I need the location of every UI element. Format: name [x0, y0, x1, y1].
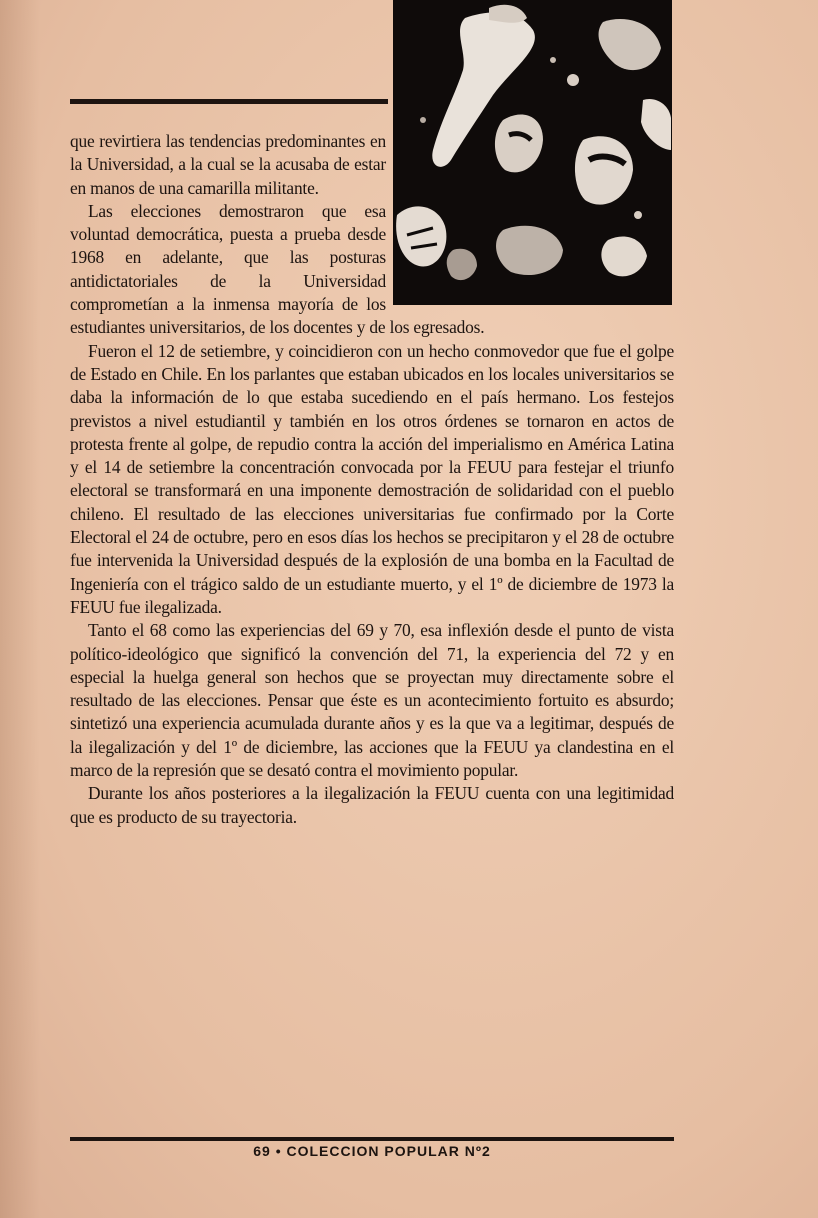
paragraph: Durante los años posteriores a la ilegalización la FEUU cuenta con una legitimidad que es producto de su trayectoria. — [70, 783, 674, 827]
top-rule — [70, 99, 388, 104]
body-text — [70, 130, 674, 829]
photo-float-spacer — [386, 130, 674, 306]
bottom-rule — [70, 1137, 674, 1141]
paragraph: que revirtiera las tendencias predominantes en la Universidad, a la cual se la acusaba de estar en manos de una camarilla militante. — [70, 131, 386, 198]
paragraph: Tanto el 68 como las experiencias del 69 y 70, esa inflexión desde el punto de vista político-ideológico que significó la convención del 71, la experiencia del 72 y en especial la huelga general son hechos que se proyectan muy directamente sobre el resultado de las elecciones. Pensar que éste es un acontecimiento fortuito es absurdo; sintetizó una experiencia acumulada durante años y es la que va a legitimar, después de la ilegalización y del 1º de diciembre, las acciones que la FEUU ya clandestina en el marco de la represión que se desató contra el movimiento popular. — [70, 620, 674, 781]
page-footer: 69 • COLECCION POPULAR Nº2 — [253, 1143, 491, 1159]
paragraph: Fueron el 12 de setiembre, y coincidieron con un hecho conmovedor que fue el golpe de Estado en Chile. En los parlantes que estaban ubicados en los locales universitarios se daba la información de lo que estaba sucediendo en el país hermano. Los festejos previstos a nivel estudiantil y también en los otros órdenes se tornaron en actos de protesta frente al golpe, de repudio contra la acción del imperialismo en América Latina y el 14 de setiembre la concentración convocada por la FEUU para festejar el triunfo electoral se transformará en una imponente demostración de solidaridad con el pueblo chileno. El resultado de las elecciones universitarias fue confirmado por la Corte Electoral el 24 de octubre, pero en esos días los hechos se precipitaron y el 28 de octubre fue intervenida la Universidad después de la explosión de una bomba en la Facultad de Ingeniería con el trágico saldo de un estudiante muerto, y el 1º de diciembre de 1973 la FEUU fue ilegalizada. — [70, 340, 674, 617]
paragraph: Las elecciones demostraron que esa voluntad democrática, puesta a prueba desde 1968 en adelante, que las posturas antidictatoriales de la Universidad comprometían a la inmensa mayoría de los estudiantes universitarios, de los docentes y de los egresados. — [70, 200, 485, 338]
